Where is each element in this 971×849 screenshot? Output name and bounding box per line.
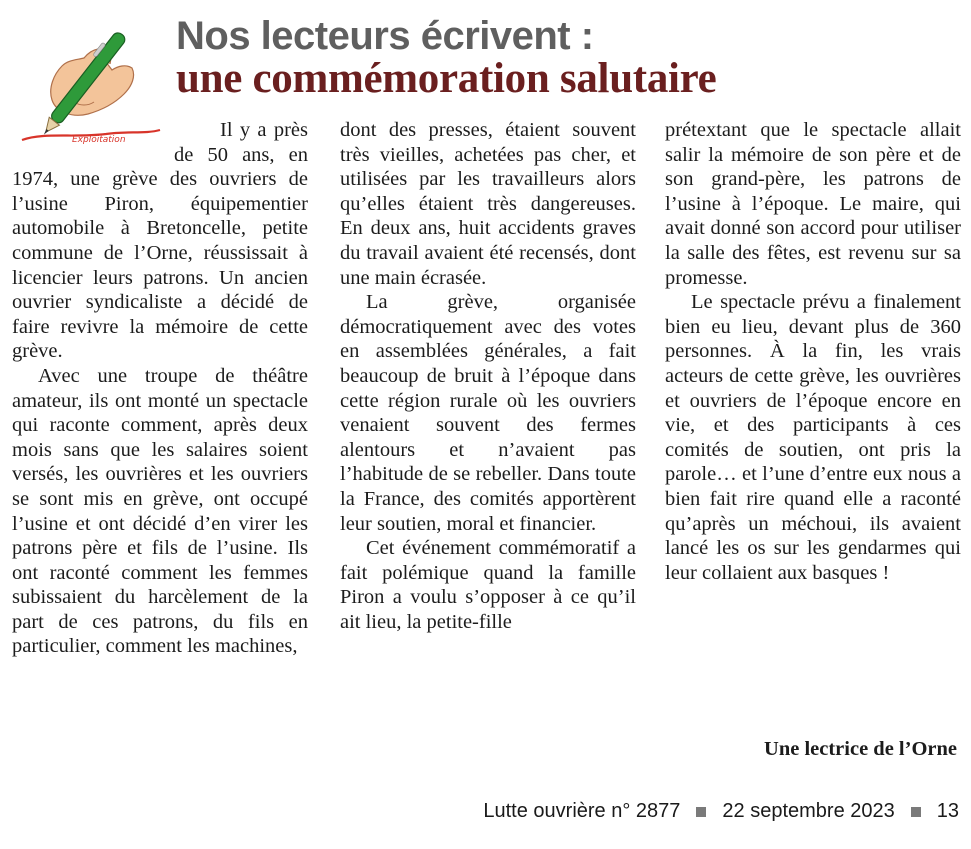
page-number: 13 [936,800,959,822]
separator-square-icon [911,807,921,817]
paragraph: Cet événement commémoratif a fait polémique quand la famille Piron a voulu s’opposer à ce qu’il ait lieu, la petite-fille [340,537,636,633]
paragraph: La grève, organisée démocratiquement avec des votes en assemblées générales, a fait beaucoup de bruit à l’époque dans cette région rurale où les ouvriers venaient souvent des fermes alentours et n’avaient pas l’habitude de se rebeller. Dans toute la France, des comités apportèrent leur soutien, moral et financier. [340,291,636,535]
paragraph: dont des presses, étaient souvent très vieilles, achetées pas cher, et utilisées par les travailleurs alors qu’elles étaient très dangereuses. En deux ans, huit accidents graves du travail avaient été recensés, dont une main écrasée. [340,119,636,289]
paragraph: Avec une troupe de théâtre amateur, ils ont monté un spectacle qui raconte comment, après deux mois sans que les salaires soient versés, les ouvrières et les ouvriers se sont mis en grève, ont occupé l’usine et ont décidé d’en virer les patrons père et fils de l’usine. Ils ont raconté comment les femmes subissaient du harcèlement de la part de ces patrons, du fils en particulier, comment les machines, [12,364,308,658]
svg-text:Exploitation: Exploitation [72,135,126,145]
headline-title: une commémoration salutaire [176,55,717,102]
article-column-2 [340,118,636,634]
headline-kicker: Nos lecteurs écrivent : [176,14,594,58]
publication-name: Lutte ouvrière n° 2877 [483,800,681,822]
signature: Une lectrice de l’Orne [764,738,957,760]
issue-date: 22 septembre 2023 [722,800,895,822]
article-column-1 [12,118,308,659]
logo-float-spacer [12,118,174,162]
separator-square-icon [696,807,706,817]
paragraph: prétextant que le spectacle allait salir la mémoire de son père et de son grand-père, les patrons de l’usine à l’époque. Le maire, qui avait donné son accord pour utiliser la salle des fêtes, est revenu sur sa promesse. [665,119,961,289]
paragraph: Il y a près de 50 ans, en 1974, une grève des ouvriers de l’usine Piron, équipementier automobile à Bretoncelle, petite commune de l’Orne, réussissait à licencier leurs patrons. Un ancien ouvrier syndicaliste a décidé de faire revivre la mémoire de cette grève. [12,119,308,363]
headline [176,14,956,102]
paragraph: Le spectacle prévu a finalement bien eu lieu, devant plus de 360 personnes. À la fin, les vrais acteurs de cette grève, les ouvrières et ouvriers de l’époque encore en vie, et des participants à ces comités de soutien, ont pris la parole… et l’une d’entre eux nous a bien fait rire quand elle a raconté qu’après un méchoui, ils avaient lancé les os sur les gendarmes qui leur collaient aux basques ! [665,291,961,584]
page-footer [483,800,959,823]
article-column-3 [665,118,961,585]
